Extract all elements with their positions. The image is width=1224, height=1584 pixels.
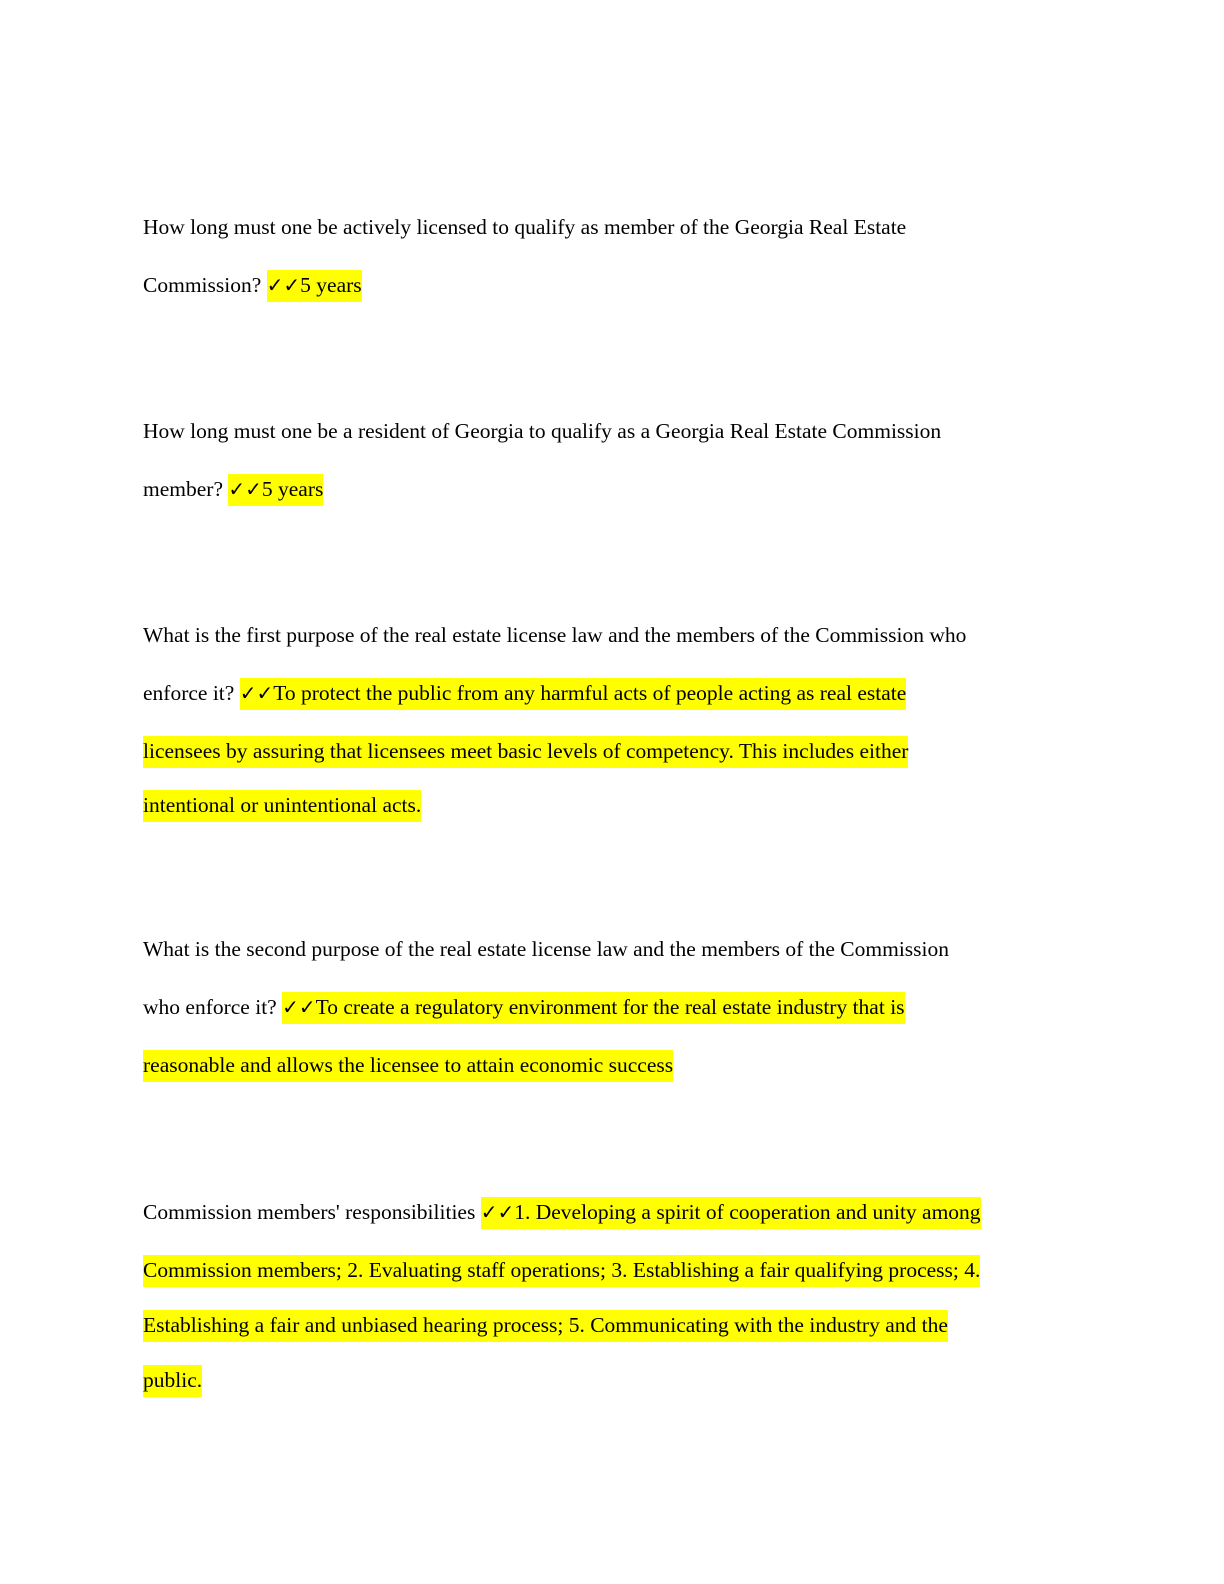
answer-highlight xyxy=(240,678,907,710)
answer-text: 5 years xyxy=(300,273,362,297)
answer-text: public. xyxy=(143,1365,202,1397)
question-line xyxy=(143,198,1083,256)
answer-highlight xyxy=(267,270,362,302)
check-mark-icon: ✓✓ xyxy=(282,995,316,1019)
answer-text: Establishing a fair and unbiased hearing process; 5. Communicating with the industry and the xyxy=(143,1310,948,1342)
answer-text: intentional or unintentional acts. xyxy=(143,790,421,822)
answer-line xyxy=(143,1351,1083,1409)
answer-line xyxy=(143,978,1083,1036)
qa-item xyxy=(143,402,1083,518)
answer-text: 1. Developing a spirit of cooperation and unity among xyxy=(514,1200,981,1224)
qa-item xyxy=(143,606,1083,834)
answer-text: To protect the public from any harmful acts of people acting as real estate xyxy=(273,681,907,705)
answer-text: licensees by assuring that licensees meet basic levels of competency. This includes either xyxy=(143,736,908,768)
question-line xyxy=(143,920,1083,978)
answer-highlight xyxy=(282,992,904,1024)
question-line xyxy=(143,1183,1083,1241)
answer-line xyxy=(143,1036,1083,1094)
question-text: member? xyxy=(143,477,229,501)
check-mark-icon: ✓✓ xyxy=(239,681,274,705)
answer-text: To create a regulatory environment for the real estate industry that is xyxy=(315,995,905,1019)
answer-line xyxy=(143,256,1083,314)
answer-text: Commission members; 2. Evaluating staff operations; 3. Establishing a fair qualifying process; 4. xyxy=(143,1255,980,1287)
question-text: What is the second purpose of the real estate license law and the members of the Commission xyxy=(143,937,950,961)
question-line xyxy=(143,402,1083,460)
answer-line xyxy=(143,1241,1083,1299)
answer-line xyxy=(143,722,1083,780)
answer-line xyxy=(143,664,1083,722)
question-text: Commission? xyxy=(143,273,267,297)
qa-item xyxy=(143,920,1083,1094)
question-text: Commission members' responsibilities xyxy=(143,1200,481,1224)
check-mark-icon: ✓✓ xyxy=(266,273,301,297)
check-mark-icon: ✓✓ xyxy=(480,1200,515,1224)
question-line xyxy=(143,606,1083,664)
check-mark-icon: ✓✓ xyxy=(228,477,262,501)
answer-line xyxy=(143,776,1083,834)
question-text: enforce it? xyxy=(143,681,240,705)
qa-item xyxy=(143,1183,1083,1409)
answer-text: 5 years xyxy=(261,477,324,501)
answer-line xyxy=(143,1296,1083,1354)
question-text: How long must one be actively licensed to qualify as member of the Georgia Real Estate xyxy=(143,215,907,239)
answer-highlight xyxy=(228,474,323,506)
answer-text: reasonable and allows the licensee to attain economic success xyxy=(143,1050,673,1082)
answer-highlight xyxy=(481,1197,981,1229)
question-text: What is the first purpose of the real estate license law and the members of the Commission who xyxy=(143,623,967,647)
question-text: How long must one be a resident of Georgia to qualify as a Georgia Real Estate Commission xyxy=(143,419,942,443)
qa-item xyxy=(143,198,1083,314)
answer-line xyxy=(143,460,1083,518)
question-text: who enforce it? xyxy=(143,995,283,1019)
